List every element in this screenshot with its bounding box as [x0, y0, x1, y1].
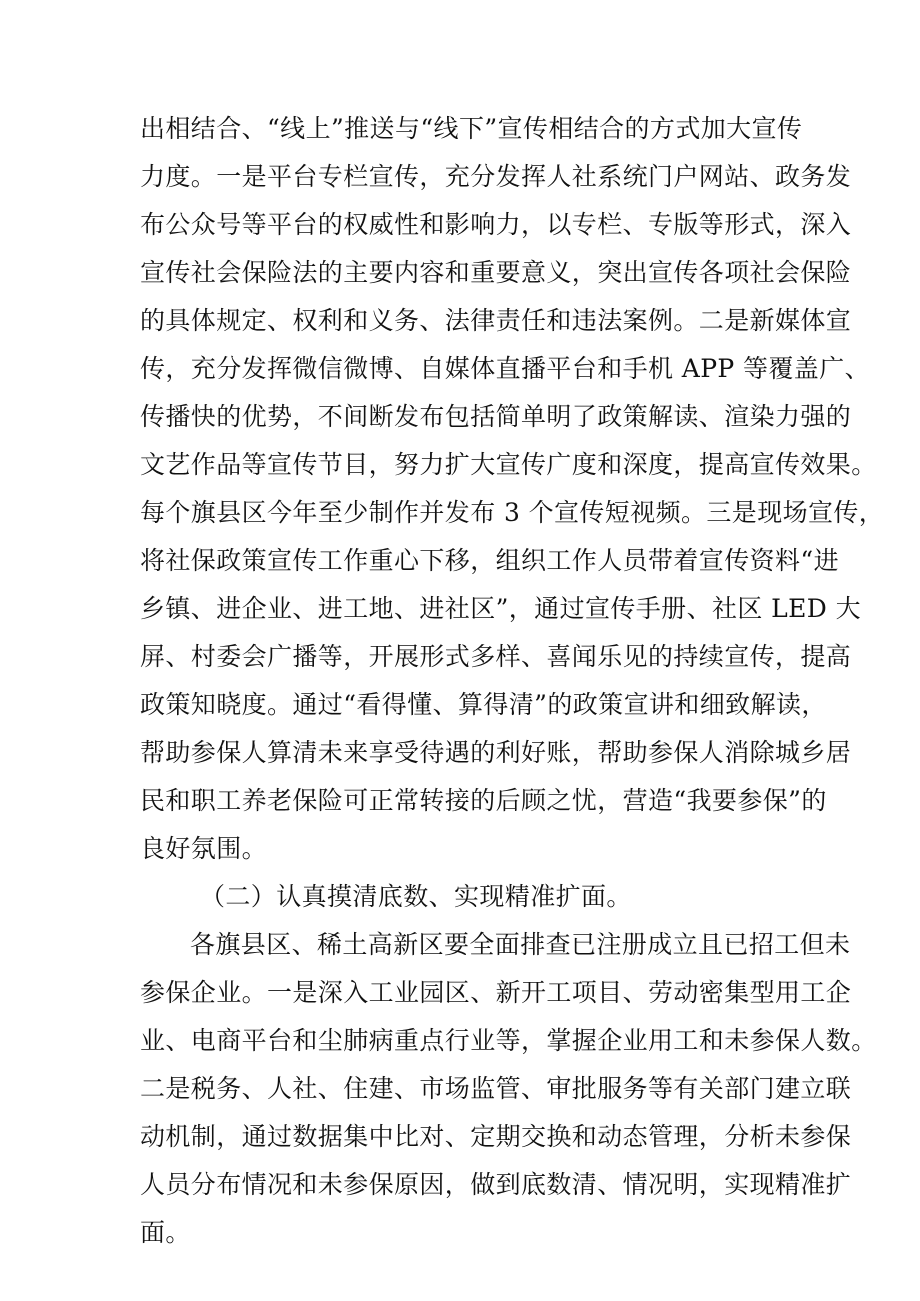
text-line: 面。: [140, 1218, 191, 1247]
text-line: 将社保政策宣传工作重心下移，组织工作人员带着宣传资料“进: [140, 546, 839, 575]
text-line: 宣传社会保险法的主要内容和重要意义，突出宣传各项社会保险: [140, 258, 852, 287]
text-line: 帮助参保人算清未来享受待遇的利好账，帮助参保人消除城乡居: [140, 738, 852, 767]
section-heading: （二）认真摸清底数、实现精准扩面。: [200, 882, 632, 911]
text-line: 业、电商平台和尘肺病重点行业等，掌握企业用工和未参保人数。: [140, 1026, 877, 1055]
text-line: 出相结合、“线上”推送与“线下”宣传相结合的方式加大宣传: [140, 114, 803, 143]
text-line: 每个旗县区今年至少制作并发布 3 个宣传短视频。三是现场宣传，: [140, 498, 885, 527]
text-line: 布公众号等平台的权威性和影响力，以专栏、专版等形式，深入: [140, 210, 852, 239]
text-line: 屏、村委会广播等，开展形式多样、喜闻乐见的持续宣传，提高: [140, 642, 852, 671]
text-line: 力度。一是平台专栏宣传，充分发挥人社系统门户网站、政务发: [140, 162, 852, 191]
text-line: 的具体规定、权利和义务、法律责任和违法案例。二是新媒体宣: [140, 306, 852, 335]
text-line: 民和职工养老保险可正常转接的后顾之忧，营造“我要参保”的: [140, 786, 827, 815]
text-line: 传，充分发挥微信微博、自媒体直播平台和手机 APP 等覆盖广、: [140, 354, 870, 383]
text-line: 人员分布情况和未参保原因，做到底数清、情况明，实现精准扩: [140, 1170, 852, 1199]
text-line: 政策知晓度。通过“看得懂、算得清”的政策宣讲和细致解读，: [140, 690, 827, 719]
text-line: 传播快的优势，不间断发布包括简单明了政策解读、渲染力强的: [140, 402, 852, 431]
text-line: 良好氛围。: [140, 834, 268, 863]
text-line: 乡镇、进企业、进工地、进社区”，通过宣传手册、社区 LED 大: [140, 594, 861, 623]
text-line: 二是税务、人社、住建、市场监管、审批服务等有关部门建立联: [140, 1074, 852, 1103]
text-line: 动机制，通过数据集中比对、定期交换和动态管理，分析未参保: [140, 1122, 852, 1151]
paragraph-first-line: 各旗县区、稀土高新区要全面排查已注册成立且已招工但未: [190, 930, 851, 959]
text-line: 文艺作品等宣传节目，努力扩大宣传广度和深度，提高宣传效果。: [140, 450, 877, 479]
text-line: 参保企业。一是深入工业园区、新开工项目、劳动密集型用工企: [140, 978, 852, 1007]
